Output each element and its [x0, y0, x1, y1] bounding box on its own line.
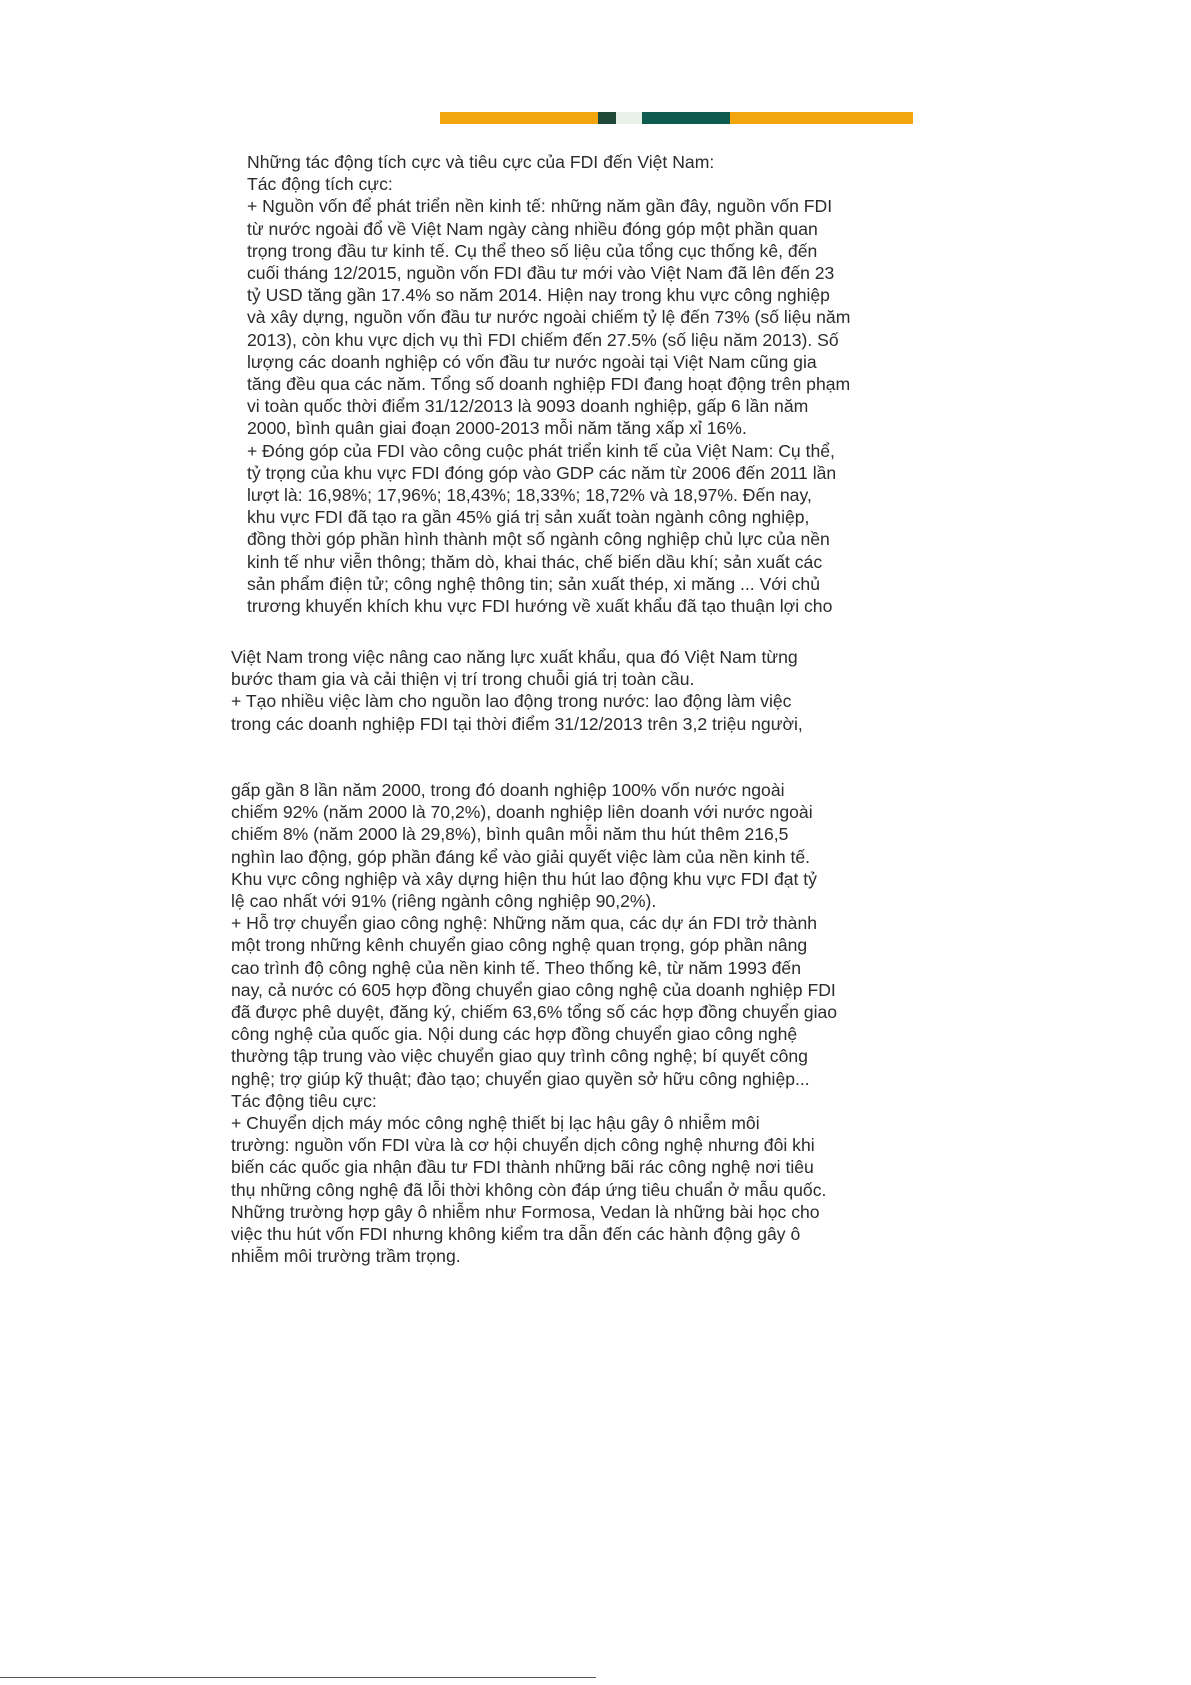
banner-stripe-teal [642, 112, 730, 124]
text-line: Những tác động tích cực và tiêu cực của FDI đến Việt Nam: [247, 152, 715, 172]
text-line: trường: nguồn vốn FDI vừa là cơ hội chuyển dịch công nghệ nhưng đôi khi [231, 1135, 815, 1156]
text-line: + Tạo nhiều việc làm cho nguồn lao động trong nước: lao động làm việc [231, 691, 792, 712]
text-line: việc thu hút vốn FDI nhưng không kiểm tra dẫn đến các hành động gây ô [231, 1224, 801, 1245]
text-line: nghìn lao động, góp phần đáng kể vào giải quyết việc làm của nền kinh tế. [231, 846, 811, 867]
text-line: trọng trong đầu tư kinh tế. Cụ thể theo số liệu của tổng cục thống kê, đến [247, 240, 818, 261]
text-line: một trong những kênh chuyển giao công nghệ quan trọng, góp phần nâng [231, 935, 808, 956]
text-line: biến các quốc gia nhận đầu tư FDI thành những bãi rác công nghệ nơi tiêu [231, 1157, 814, 1178]
text-line: + Nguồn vốn để phát triển nền kinh tế: những năm gần đây, nguồn vốn FDI [247, 196, 833, 217]
text-block-1 [247, 151, 850, 617]
text-line: công nghệ của quốc gia. Nội dung các hợp đồng chuyển giao công nghệ [231, 1024, 798, 1045]
text-line: từ nước ngoài đổ về Việt Nam ngày càng nhiều đóng góp một phần quan [247, 218, 818, 239]
text-line: lượng các doanh nghiệp có vốn đầu tư nước ngoài tại Việt Nam cũng gia [247, 351, 817, 372]
text-line: lệ cao nhất với 91% (riêng ngành công nghiệp 90,2%). [231, 891, 657, 912]
text-line: thường tập trung vào việc chuyển giao quy trình công nghệ; bí quyết công [231, 1046, 808, 1067]
text-line: đồng thời góp phần hình thành một số ngành công nghiệp chủ lực của nền [247, 529, 830, 550]
text-line: vi toàn quốc thời điểm 31/12/2013 là 9093 doanh nghiệp, gấp 6 lần năm [247, 396, 809, 417]
text-line: cuối tháng 12/2015, nguồn vốn FDI đầu tư mới vào Việt Nam đã lên đến 23 [247, 263, 835, 284]
text-line: tăng đều qua các năm. Tổng số doanh nghiệp FDI đang hoạt động trên phạm [247, 374, 851, 395]
text-line: nay, cả nước có 605 hợp đồng chuyển giao công nghệ của doanh nghiệp FDI [231, 979, 836, 1000]
footer-divider [0, 1677, 596, 1678]
banner-stripe-dark [598, 112, 616, 124]
text-line: tỷ USD tăng gần 17.4% so năm 2014. Hiện nay trong khu vực công nghiệp [247, 285, 830, 306]
text-line: nghệ; trợ giúp kỹ thuật; đào tạo; chuyển giao quyền sở hữu công nghiệp... [231, 1068, 810, 1089]
header-banner-image [440, 112, 913, 124]
text-line: Khu vực công nghiệp và xây dựng hiện thu hút lao động khu vực FDI đạt tỷ [231, 868, 817, 889]
text-line: nhiễm môi trường trầm trọng. [231, 1246, 461, 1267]
text-line: gấp gần 8 lần năm 2000, trong đó doanh nghiệp 100% vốn nước ngoài [231, 780, 785, 800]
text-line: Tác động tích cực: [247, 174, 393, 195]
text-line: đã được phê duyệt, đăng ký, chiếm 63,6% tổng số các hợp đồng chuyển giao [231, 1002, 838, 1023]
text-line: Những trường hợp gây ô nhiễm như Formosa, Vedan là những bài học cho [231, 1201, 820, 1222]
text-line: sản phẩm điện tử; công nghệ thông tin; sản xuất thép, xi măng ... Với chủ [247, 573, 820, 594]
text-line: Tác động tiêu cực: [231, 1090, 377, 1111]
text-line: thụ những công nghệ đã lỗi thời không còn đáp ứng tiêu chuẩn ở mẫu quốc. [231, 1179, 827, 1200]
text-line: Việt Nam trong việc nâng cao năng lực xuất khẩu, qua đó Việt Nam từng [231, 647, 798, 667]
text-line: và xây dựng, nguồn vốn đầu tư nước ngoài chiếm tỷ lệ đến 73% (số liệu năm [247, 307, 851, 328]
text-line: trong các doanh nghiệp FDI tại thời điểm 31/12/2013 trên 3,2 triệu người, [231, 713, 803, 734]
banner-stripe-orange-left [440, 112, 598, 124]
text-line: + Hỗ trợ chuyển giao công nghệ: Những năm qua, các dự án FDI trở thành [231, 913, 818, 934]
text-line: lượt là: 16,98%; 17,96%; 18,43%; 18,33%; 18,72% và 18,97%. Đến nay, [247, 485, 812, 506]
text-line: khu vực FDI đã tạo ra gần 45% giá trị sản xuất toàn ngành công nghiệp, [247, 507, 810, 528]
text-line: trương khuyến khích khu vực FDI hướng về xuất khẩu đã tạo thuận lợi cho [247, 596, 833, 617]
text-line: cao trình độ công nghệ của nền kinh tế. Theo thống kê, từ năm 1993 đến [231, 957, 801, 978]
text-line: + Đóng góp của FDI vào công cuộc phát triển kinh tế của Việt Nam: Cụ thể, [247, 440, 835, 461]
text-line: chiếm 8% (năm 2000 là 29,8%), bình quân mỗi năm thu hút thêm 216,5 [231, 824, 789, 845]
text-line: tỷ trọng của khu vực FDI đóng góp vào GDP các năm từ 2006 đến 2011 lần [247, 462, 837, 483]
text-line: kinh tế như viễn thông; thăm dò, khai thác, chế biến dầu khí; sản xuất các [247, 551, 823, 572]
text-line: 2000, bình quân giai đoạn 2000-2013 mỗi năm tăng xấp xỉ 16%. [247, 418, 747, 439]
text-line: chiếm 92% (năm 2000 là 70,2%), doanh nghiệp liên doanh với nước ngoài [231, 802, 813, 823]
text-line: + Chuyển dịch máy móc công nghệ thiết bị lạc hậu gây ô nhiễm môi [231, 1113, 760, 1134]
banner-stripe-orange-right [730, 112, 913, 124]
text-line: bước tham gia và cải thiện vị trí trong chuỗi giá trị toàn cầu. [231, 669, 695, 690]
text-block-3 [231, 779, 837, 1267]
banner-stripe-light [616, 112, 642, 124]
text-block-2 [231, 646, 803, 735]
text-line: 2013), còn khu vực dịch vụ thì FDI chiếm đến 27.5% (số liệu năm 2013). Số [247, 329, 839, 350]
